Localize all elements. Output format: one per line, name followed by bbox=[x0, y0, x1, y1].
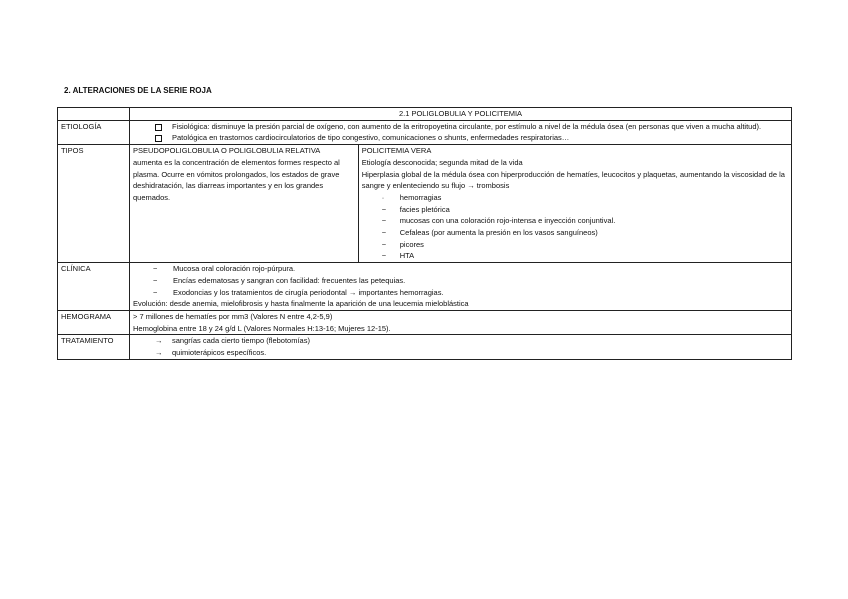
list-item bbox=[362, 250, 788, 262]
hemograma-hematies: > 7 millones de hematíes por mm3 (Valores N entre 4,2-5,9) bbox=[133, 311, 333, 321]
clinica-label: CLÍNICA bbox=[58, 263, 130, 311]
clinica-item: Exodoncias y los tratamientos de cirugía periodontal → importantes hemorragias. bbox=[173, 287, 444, 297]
poliglobulia-table bbox=[57, 107, 792, 360]
table-title: 2.1 POLIGLOBULIA Y POLICITEMIA bbox=[130, 108, 792, 121]
etiologia-label: ETIOLOGÍA bbox=[58, 120, 130, 144]
tratamiento-label: TRATAMIENTO bbox=[58, 335, 130, 359]
bullet-dot-icon: · bbox=[381, 192, 385, 202]
clinica-evolucion: Evolución: desde anemia, mielofibrosis y hasta finalmente la aparición de una leucemia mieloblástica bbox=[133, 299, 469, 309]
tratamiento-item: quimioterápicos específicos. bbox=[172, 348, 267, 358]
pseudopoliglobulia-text: aumenta es la concentración de elementos formes respecto al plasma. Ocurre en vómitos prolongados, los estados de grave deshidratación, las diarreas importantes y en los grandes quemados. bbox=[133, 157, 340, 202]
dash-bullet-icon: − bbox=[153, 264, 158, 274]
list-item bbox=[362, 192, 788, 204]
clinica-item: Mucosa oral coloración rojo-púrpura. bbox=[173, 264, 296, 274]
section-heading: 2. ALTERACIONES DE LA SERIE ROJA bbox=[64, 86, 212, 95]
dash-bullet-icon: − bbox=[153, 287, 158, 297]
dash-bullet-icon: − bbox=[381, 251, 387, 261]
tipos-label: TIPOS bbox=[58, 145, 130, 263]
list-item bbox=[362, 204, 788, 216]
hemograma-content bbox=[130, 310, 792, 334]
tratamiento-item: sangrías cada cierto tiempo (flebotomías) bbox=[172, 336, 310, 346]
list-item bbox=[362, 227, 788, 239]
dash-bullet-icon: − bbox=[381, 239, 387, 249]
tratamiento-row bbox=[58, 335, 792, 359]
etiologia-item-1: Fisiológica: disminuye la presión parcial de oxígeno, con aumento de la eritropoyetina circulante, por estímulo a nivel de la médula ósea (en personas que viven a mucha altitud). bbox=[172, 121, 762, 131]
table-title-row bbox=[58, 108, 792, 121]
dash-bullet-icon: − bbox=[153, 275, 158, 285]
pseudopoliglobulia-column bbox=[130, 145, 359, 262]
checkbox-bullet-icon bbox=[155, 124, 162, 131]
sign-text: hemorragias bbox=[399, 192, 442, 202]
arrow-right-icon: → bbox=[155, 336, 163, 346]
dash-bullet-icon: − bbox=[381, 228, 387, 238]
list-item bbox=[133, 121, 788, 133]
etiologia-item-2: Patológica en trastornos cardiocirculatorios de tipo congestivo, comunicaciones o shunts, enfermedades respiratorias… bbox=[172, 133, 570, 143]
etiologia-content bbox=[130, 120, 792, 144]
clinica-item: Encías edematosas y sangran con facilidad: frecuentes las petequias. bbox=[173, 275, 406, 285]
policitemia-vera-column bbox=[359, 145, 791, 262]
policitemia-vera-title: POLICITEMIA VERA bbox=[361, 146, 432, 156]
sign-text: picores bbox=[399, 239, 424, 249]
tipos-content bbox=[130, 145, 792, 263]
etiologia-row bbox=[58, 120, 792, 144]
empty-corner-cell bbox=[58, 108, 130, 121]
list-item bbox=[362, 215, 788, 227]
policitemia-vera-signs bbox=[362, 192, 788, 262]
list-item bbox=[133, 347, 788, 359]
list-item bbox=[133, 132, 788, 144]
tratamiento-list bbox=[133, 335, 788, 358]
sign-text: mucosas con una coloración rojo-intensa e inyección conjuntival. bbox=[399, 216, 616, 226]
list-item bbox=[362, 239, 788, 251]
sign-text: facies pletórica bbox=[399, 204, 450, 214]
list-item bbox=[133, 287, 788, 299]
policitemia-vera-hiperplasia: Hiperplasia global de la médula ósea con hiperproducción de hematíes, leucocitos y plaquetas, aumentando la viscosidad de la sangre y enlenteciendo su flujo → trombosis bbox=[361, 169, 785, 191]
clinica-content bbox=[130, 263, 792, 311]
hemograma-label: HEMOGRAMA bbox=[58, 310, 130, 334]
clinica-list bbox=[133, 263, 788, 298]
dash-bullet-icon: − bbox=[381, 216, 387, 226]
tratamiento-content bbox=[130, 335, 792, 359]
list-item bbox=[133, 275, 788, 287]
hemograma-hemoglobina: Hemoglobina entre 18 y 24 g/d L (Valores Normales H:13-16; Mujeres 12-15). bbox=[133, 323, 391, 333]
policitemia-vera-etiologia: Etiología desconocida; segunda mitad de la vida bbox=[361, 157, 523, 167]
dash-bullet-icon: − bbox=[381, 204, 387, 214]
checkbox-bullet-icon bbox=[155, 135, 162, 142]
arrow-right-icon: → bbox=[155, 348, 163, 358]
tipos-row bbox=[58, 145, 792, 263]
list-item bbox=[133, 335, 788, 347]
clinica-row bbox=[58, 263, 792, 311]
pseudopoliglobulia-title: PSEUDOPOLIGLOBULIA O POLIGLOBULIA RELATIVA bbox=[133, 146, 321, 156]
list-item bbox=[133, 263, 788, 275]
sign-text: HTA bbox=[399, 251, 415, 261]
hemograma-row bbox=[58, 310, 792, 334]
sign-text: Cefaleas (por aumenta la presión en los vasos sanguíneos) bbox=[399, 228, 598, 238]
